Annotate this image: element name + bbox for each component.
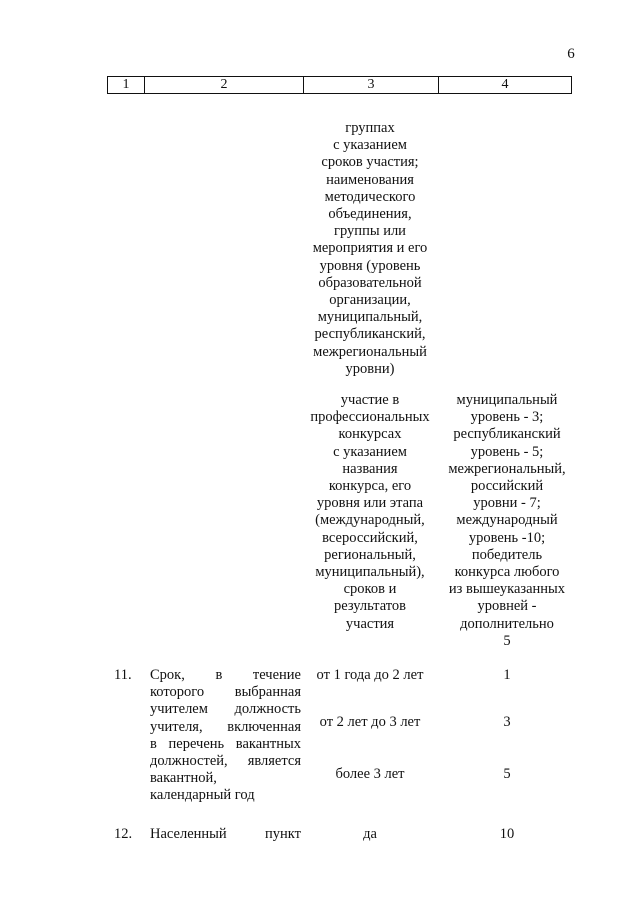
text-line: 5: [503, 632, 511, 649]
text-line: методического: [324, 188, 416, 205]
text-line: сроков и: [343, 581, 397, 598]
contests-points-text: [440, 392, 574, 650]
header-col-1: 1: [108, 77, 145, 93]
word: календарный год: [150, 787, 255, 804]
text-line: (международный,: [315, 512, 425, 529]
text-line: российский: [470, 478, 544, 495]
text-line: [150, 701, 301, 718]
text-line: уровень - 3;: [470, 409, 544, 426]
group-participation-text: [303, 120, 437, 378]
text-line: уровень -10;: [468, 529, 546, 546]
text-line: муниципальный),: [315, 564, 425, 581]
text-line: дополнительно: [460, 615, 554, 632]
page-number: 6: [567, 46, 575, 62]
contests-participation-text: [303, 392, 437, 633]
text-line: уровня (уровень: [319, 257, 421, 274]
text-line: образовательной: [318, 274, 422, 291]
item-11-condition-1: от 1 года до 2 лет: [316, 667, 424, 683]
text-line: республиканский: [453, 426, 561, 443]
text-line: с указанием: [333, 443, 407, 460]
item-11-criterion: [150, 667, 301, 805]
text-line: республиканский,: [314, 326, 426, 343]
word: выбранная: [234, 684, 301, 701]
text-line: конкурса, его: [328, 478, 412, 495]
word: пункт: [265, 826, 301, 842]
text-line: конкурсах: [338, 426, 402, 443]
word: Срок,: [150, 667, 185, 683]
word: вакантных: [235, 735, 301, 752]
header-col-3: 3: [304, 77, 439, 93]
text-line: участие в: [340, 392, 400, 408]
text-line: мероприятия и его: [312, 240, 428, 257]
word: Населенный: [150, 826, 227, 842]
text-line: уровень - 5;: [470, 443, 544, 460]
text-line: [150, 719, 301, 736]
text-line: группы или: [334, 223, 406, 240]
text-line: региональный,: [324, 546, 416, 563]
text-line: [150, 736, 301, 753]
item-11-condition-3: более 3 лет: [335, 766, 405, 782]
text-line: [150, 770, 301, 787]
word: является: [247, 753, 301, 770]
word: перечень: [168, 735, 225, 752]
text-line: победитель: [471, 546, 543, 563]
text-line: уровня или этапа: [316, 495, 424, 512]
text-line: с указанием: [333, 137, 407, 154]
item-11-condition-2: от 2 лет до 3 лет: [319, 714, 421, 730]
text-line: уровни): [345, 360, 395, 377]
text-line: [150, 667, 301, 684]
text-line: муниципальный: [456, 392, 558, 408]
header-col-2: 2: [145, 77, 304, 93]
text-line: [150, 753, 301, 770]
text-line: объединения,: [328, 206, 412, 223]
text-line: межрегиональный,: [448, 460, 566, 477]
text-line: наименования: [326, 171, 414, 188]
text-line: профессиональных: [310, 409, 430, 426]
table-header-row: [107, 76, 572, 94]
word: учителем: [150, 701, 208, 718]
text-line: межрегиональный: [313, 343, 427, 360]
text-line: [150, 684, 301, 701]
item-12-number: 12.: [114, 826, 133, 842]
word: учителя,: [150, 718, 203, 735]
item-11-points-3: 5: [503, 766, 511, 782]
text-line: из вышеуказанных: [448, 581, 566, 598]
text-line: [150, 787, 301, 804]
word: включенная: [227, 718, 301, 735]
text-line: уровни - 7;: [473, 495, 541, 512]
text-line: организации,: [329, 292, 411, 309]
item-11-number: 11.: [114, 667, 132, 683]
item-11-points-1: 1: [503, 667, 511, 683]
word: которого: [150, 684, 205, 701]
word: вакантной,: [150, 770, 217, 787]
word: течение: [252, 667, 301, 683]
text-line: всероссийский,: [322, 529, 418, 546]
text-line: уровней -: [477, 598, 537, 615]
header-col-4: 4: [501, 77, 509, 92]
text-line: результатов: [333, 598, 406, 615]
text-line: сроков участия;: [321, 154, 419, 171]
item-12-condition: да: [363, 826, 377, 842]
text-line: участия: [345, 615, 395, 632]
text-line: группах: [345, 120, 395, 136]
word: в: [215, 667, 223, 683]
text-line: конкурса любого: [454, 564, 560, 581]
item-12-criterion: [150, 826, 301, 843]
word: должностей,: [150, 753, 228, 770]
text-line: международный: [456, 512, 558, 529]
text-line: муниципальный,: [317, 309, 423, 326]
text-line: названия: [342, 460, 398, 477]
item-11-points-2: 3: [503, 714, 511, 730]
word: в: [150, 735, 157, 752]
item-12-points: 10: [499, 826, 515, 842]
word: должность: [234, 701, 301, 718]
